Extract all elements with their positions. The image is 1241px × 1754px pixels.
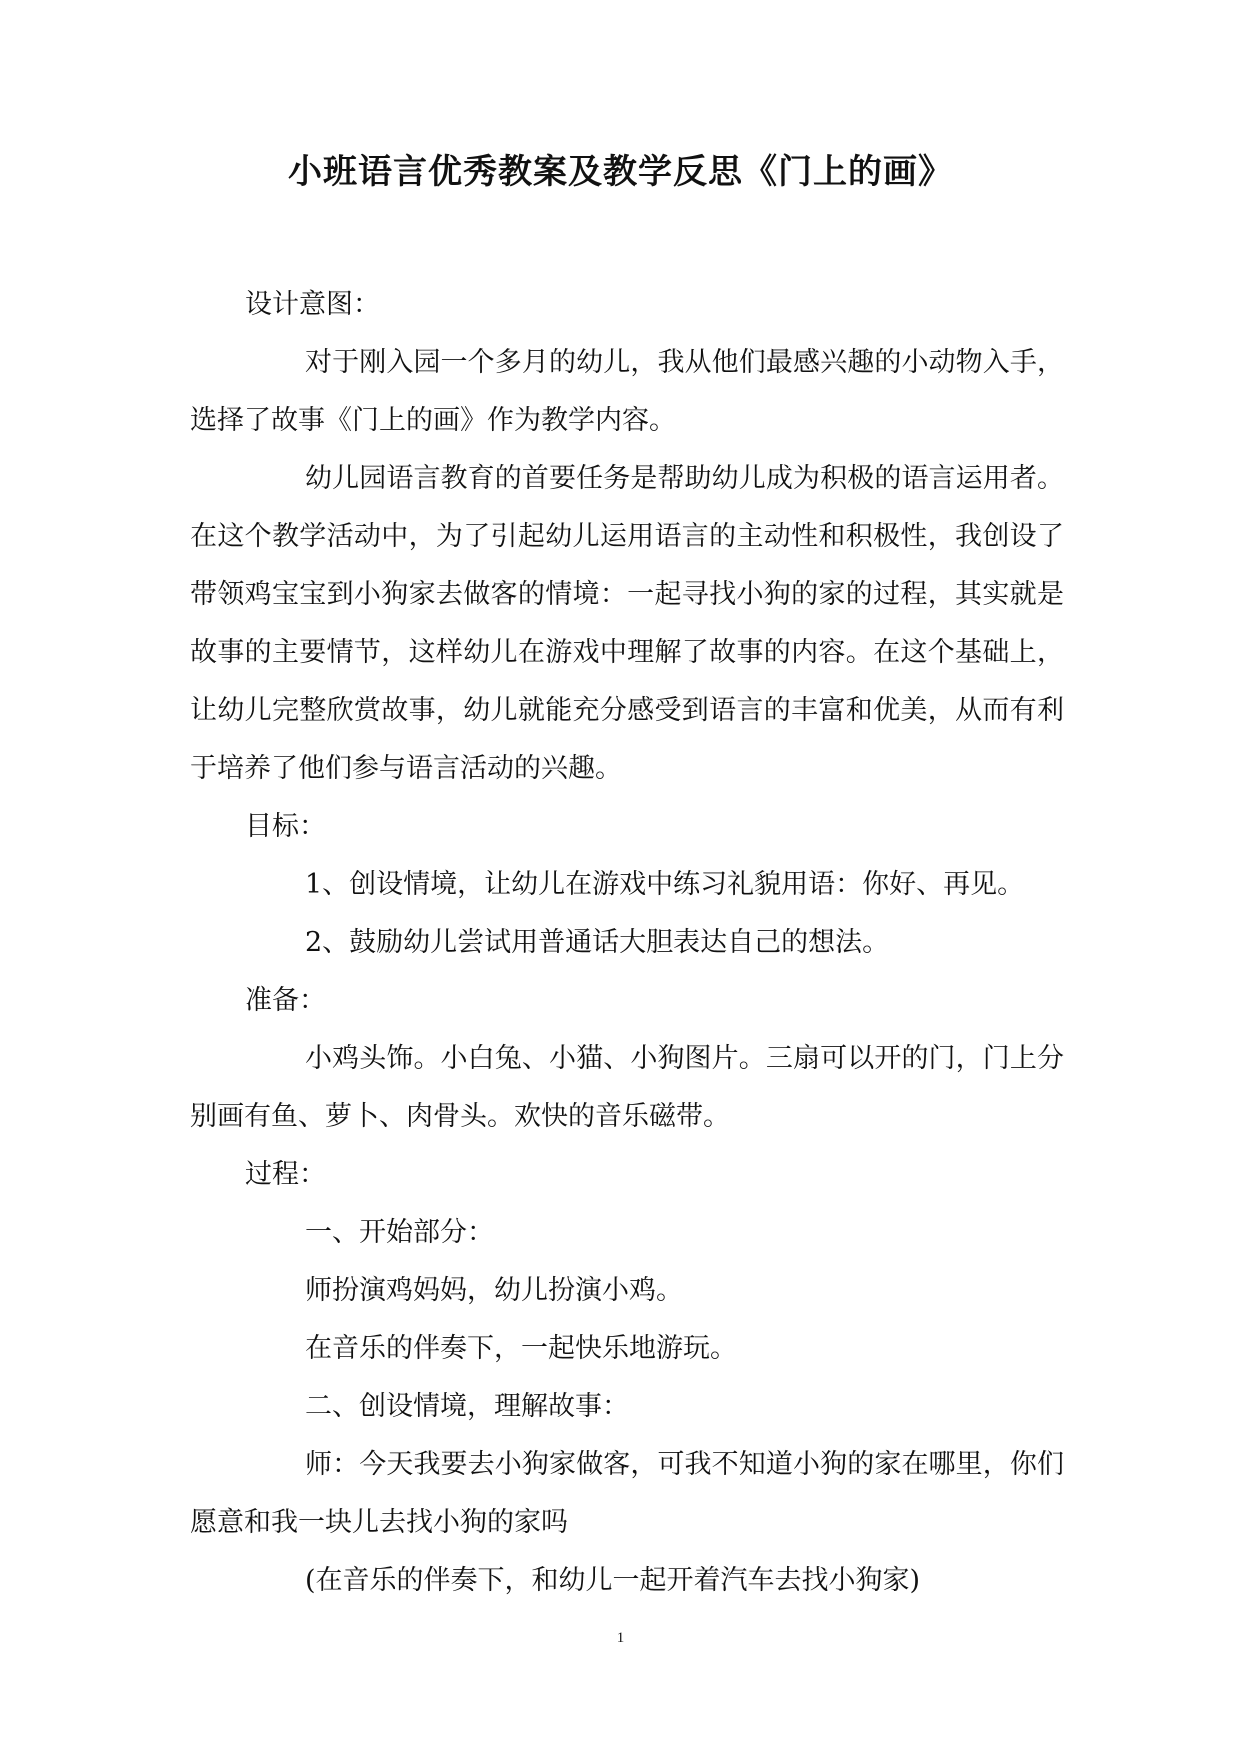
page-number: 1 [616,1630,625,1646]
section-heading-design-intent: 设计意图： [245,289,380,320]
process-line-1: 师扮演鸡妈妈，幼儿扮演小鸡。 [305,1275,683,1306]
process-line-4: (在音乐的伴奏下，和幼儿一起开着汽车去找小狗家) [305,1565,921,1596]
paragraph-intent-1: 对于刚入园一个多月的幼儿，我从他们最感兴趣的小动物入手，选择了故事《门上的画》作为教学内容。 [190,347,1064,436]
section-heading-process: 过程： [245,1159,326,1190]
document-body [190,276,1064,1610]
goal-item-2: 2、鼓励幼儿尝试用普通话大胆表达自己的想法。 [305,927,890,958]
paragraph-intent-2: 幼儿园语言教育的首要任务是帮助幼儿成为积极的语言运用者。在这个教学活动中，为了引起幼儿运用语言的主动性和积极性，我创设了带领鸡宝宝到小狗家去做客的情境：一起寻找小狗的家的过程，其实就是故事的主要情节，这样幼儿在游戏中理解了故事的内容。在这个基础上，让幼儿完整欣赏故事，幼儿就能充分感受到语言的丰富和优美，从而有利于培养了他们参与语言活动的兴趣。 [190,463,1064,784]
paragraph-preparation: 小鸡头饰。小白兔、小猫、小狗图片。三扇可以开的门，门上分别画有鱼、萝卜、肉骨头。欢快的音乐磁带。 [190,1043,1064,1132]
section-heading-preparation: 准备： [245,985,326,1016]
process-line-2: 在音乐的伴奏下，一起快乐地游玩。 [305,1333,737,1364]
section-heading-goals: 目标： [245,811,326,842]
process-step-heading-2: 二、创设情境，理解故事： [305,1391,629,1422]
process-line-3: 师：今天我要去小狗家做客，可我不知道小狗的家在哪里，你们愿意和我一块儿去找小狗的家吗 [190,1449,1064,1538]
goal-item-1: 1、创设情境，让幼儿在游戏中练习礼貌用语：你好、再见。 [305,869,1025,900]
document-title: 小班语言优秀教案及教学反思《门上的画》 [288,152,953,192]
process-step-heading-1: 一、开始部分： [305,1217,494,1248]
